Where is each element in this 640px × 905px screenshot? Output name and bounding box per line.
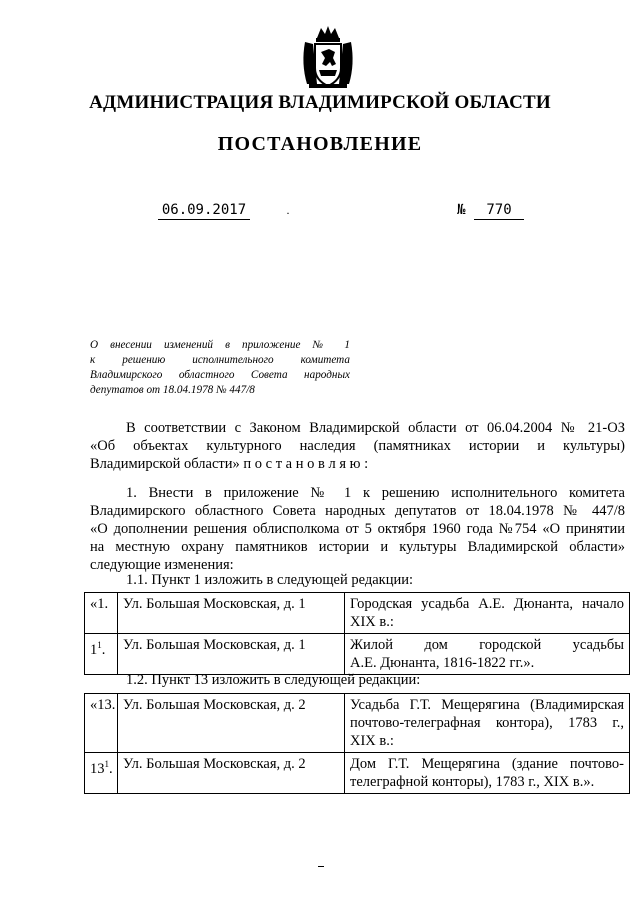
preamble-line: «Об объектах культурного наследия (памятниках истории и культуры) — [90, 438, 625, 454]
row-description — [345, 593, 630, 634]
table-row — [85, 634, 630, 675]
page-footer-mark — [318, 866, 324, 867]
table-row — [85, 753, 630, 794]
description-line: XIX в.: — [350, 614, 394, 630]
row-address: Ул. Большая Московская, д. 2 — [118, 753, 345, 794]
row-address: Ул. Большая Московская, д. 2 — [118, 694, 345, 753]
table-point-13 — [84, 693, 630, 794]
subject-line: к решению исполнительного комитета — [90, 354, 350, 366]
number-label: № — [457, 202, 466, 218]
row-number: $1^1$. — [85, 634, 118, 675]
row-address: Ул. Большая Московская, д. 1 — [118, 634, 345, 675]
preamble-paragraph — [90, 419, 625, 473]
separator-dot: · — [286, 206, 290, 220]
description-line: Городская усадьба А.Е. Дюнанта, начало — [350, 596, 624, 612]
document-subject — [90, 338, 350, 398]
row-description — [345, 634, 630, 675]
subitem-1-1-label: 1.1. Пункт 1 изложить в следующей редакции: — [126, 572, 414, 588]
document-date: 06.09.2017 — [158, 202, 250, 220]
description-line: телеграфной конторы), 1783 г., XIX в.». — [350, 774, 595, 790]
subject-line: О внесении изменений в приложение № 1 — [90, 339, 350, 351]
description-line: Жилой дом городской усадьбы — [350, 637, 624, 653]
description-line: А.Е. Дюнанта, 1816-1822 гг.». — [350, 655, 535, 671]
organization-title: АДМИНИСТРАЦИЯ ВЛАДИМИРСКОЙ ОБЛАСТИ — [89, 92, 551, 113]
item-1-paragraph — [90, 484, 625, 574]
item-1-line: Владимирского областного Совета народных депутатов от 18.04.1978 № 447/8 — [90, 503, 625, 519]
preamble-line: Владимирской области» п о с т а н о в л я ю : — [90, 456, 369, 472]
item-1-line: следующие изменения: — [90, 557, 234, 573]
subject-line: депутатов от 18.04.1978 № 447/8 — [90, 384, 255, 396]
preamble-line: В соответствии с Законом Владимирской области от 06.04.2004 № 21-ОЗ — [126, 420, 625, 436]
table-row — [85, 694, 630, 753]
description-line: XIX в.: — [350, 733, 394, 749]
document-number: 770 — [474, 202, 524, 220]
description-line: почтово-телеграфная контора), 1783 г., — [350, 715, 624, 731]
row-description — [345, 694, 630, 753]
document-type-title: ПОСТАНОВЛЕНИЕ — [217, 133, 423, 155]
subject-line: Владимирского областного Совета народных — [90, 369, 350, 381]
coat-of-arms-emblem — [299, 24, 357, 90]
subitem-1-2-label: 1.2. Пункт 13 изложить в следующей редакции: — [126, 672, 421, 688]
item-1-line: «О дополнении решения облисполкома от 5 октября 1960 года №754 «О принятии — [90, 521, 625, 537]
item-1-line: 1. Внести в приложение № 1 к решению исполнительного комитета — [126, 485, 625, 501]
description-line: Дом Г.Т. Мещерягина (здание почтово- — [350, 756, 624, 772]
table-point-1 — [84, 592, 630, 675]
row-number: «13. — [85, 694, 118, 753]
row-number: $13^1$. — [85, 753, 118, 794]
description-line: Усадьба Г.Т. Мещерягина (Владимирская — [350, 697, 624, 713]
row-number: «1. — [85, 593, 118, 634]
row-description — [345, 753, 630, 794]
item-1-line: на местную охрану памятников истории и культуры Владимирской области» — [90, 539, 625, 555]
row-address: Ул. Большая Московская, д. 1 — [118, 593, 345, 634]
table-row — [85, 593, 630, 634]
